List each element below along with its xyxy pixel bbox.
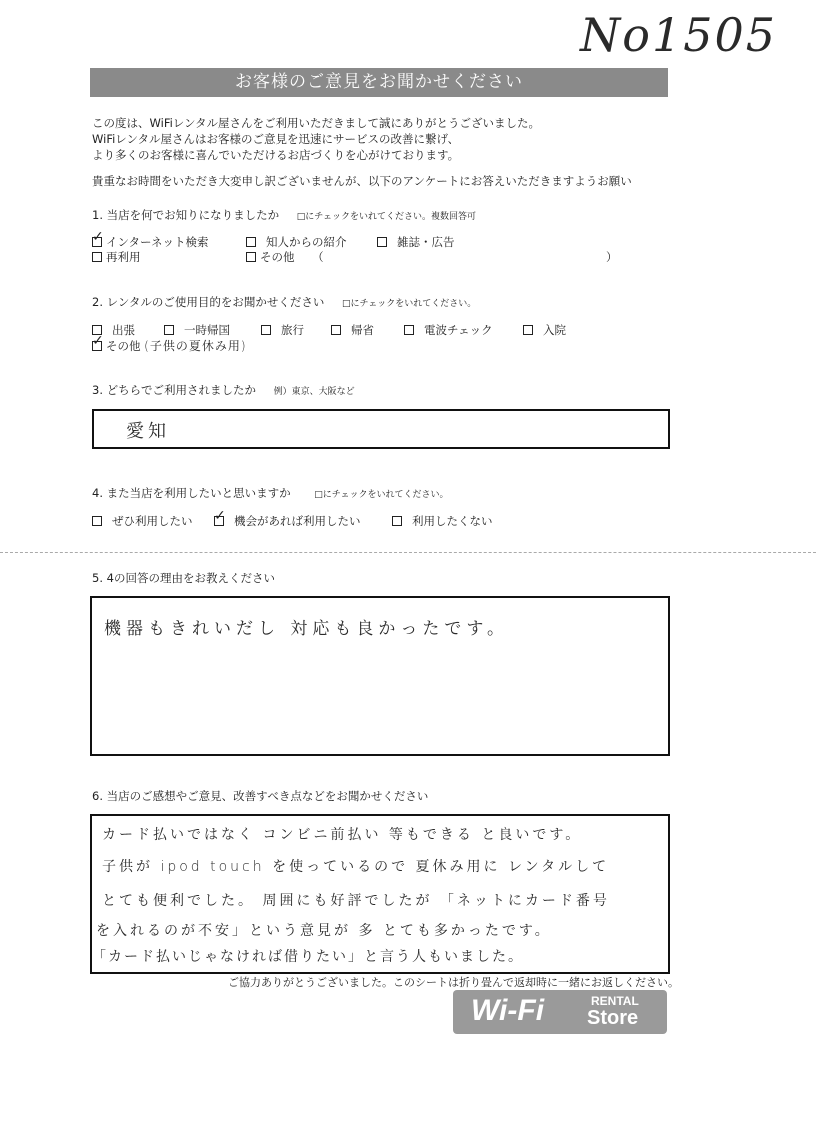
intro-line: 貴重なお時間をいただき大変申し訳ございませんが、以下のアンケートにお答えいただきますようお願い [92, 174, 632, 188]
logo-wifi-text: Wi-Fi [471, 994, 545, 1027]
logo-store-text: Store [587, 1007, 639, 1029]
q6-answer-line: 「カード払いじゃなければ借りたい」と言う人もいました。 [92, 949, 524, 965]
paren-close: ） [606, 250, 618, 264]
q1-option-reuse[interactable]: 再利用 [92, 249, 141, 265]
question-3-label: 3. どちらでご利用されましたか [92, 383, 257, 397]
question-2-label: 2. レンタルのご使用目的をお聞かせください [92, 295, 325, 309]
q2-other-handwritten: (子供の夏休み用) [144, 339, 247, 353]
q2-option-business[interactable]: 出張 [92, 322, 135, 338]
q6-answer-line: カード払いではなく コンビニ前払い 等もできる と良いです。 [102, 827, 583, 843]
checkbox-checked-icon[interactable] [214, 516, 224, 526]
q1-option-internet[interactable]: ✓インターネット検索 [92, 234, 208, 250]
q2-option-hospital[interactable]: 入院 [523, 322, 566, 338]
checkbox-icon[interactable] [523, 325, 533, 335]
question-5: 5. 4の回答の理由をお教えください [92, 571, 275, 585]
paren-open: （ [312, 250, 324, 264]
q6-answer-line: とても便利でした。 周囲にも好評でしたが 「ネットにカード番号 [102, 893, 610, 909]
question-2 [92, 294, 476, 310]
q2-option-other[interactable]: ✓その他 (子供の夏休み用) [92, 337, 247, 354]
checkbox-icon[interactable] [261, 325, 271, 335]
question-1 [92, 207, 476, 223]
question-1-note: □にチェックをいれてください。複数回答可 [296, 212, 477, 222]
survey-title: お客様のご意見をお聞かせください [90, 68, 668, 97]
question-4-label: 4. また当店を利用したいと思いますか [92, 486, 291, 500]
checkbox-checked-icon[interactable] [92, 341, 102, 351]
q6-answer-line: を入れるのが不安」という意見が 多 とても多かったです。 [96, 923, 552, 939]
checkbox-icon[interactable] [92, 252, 102, 262]
logo-rental-text: RENTAL [591, 994, 639, 1008]
checkbox-icon[interactable] [92, 516, 102, 526]
wifi-rental-store-logo [453, 990, 667, 1034]
q2-option-signal-check[interactable]: 電波チェック [404, 322, 493, 338]
q2-option-travel[interactable]: 旅行 [261, 322, 304, 338]
checkbox-icon[interactable] [377, 237, 387, 247]
handwritten-sheet-number: No1505 [580, 8, 778, 62]
intro-line: より多くのお客様に喜んでいただけるお店づくりを心がけております。 [92, 148, 460, 162]
question-4 [92, 485, 449, 501]
q6-answer-box[interactable] [90, 814, 670, 974]
intro-line: この度は、WiFiレンタル屋さんをご利用いただきまして誠にありがとうございました。 [92, 116, 541, 130]
q4-option-no[interactable]: 利用したくない [392, 513, 493, 529]
question-4-note: □にチェックをいれてください。 [314, 490, 449, 500]
q2-option-temporary-return[interactable]: 一時帰国 [164, 322, 230, 338]
question-1-label: 1. 当店を何でお知りになりましたか [92, 208, 280, 222]
q6-answer-line: 子供が ipod touch を使っているので 夏休み用に レンタルして [102, 859, 610, 875]
checkbox-checked-icon[interactable] [92, 237, 102, 247]
q2-option-homecoming[interactable]: 帰省 [331, 322, 374, 338]
q1-option-other[interactable]: その他 （ [246, 249, 324, 265]
q5-answer-handwritten: 機器もきれいだし 対応も良かったです。 [104, 619, 510, 639]
checkbox-icon[interactable] [404, 325, 414, 335]
footer-thanks: ご協力ありがとうございました。このシートは折り畳んで返却時に一緒にお返しください。 [228, 976, 679, 989]
intro-text [92, 115, 632, 189]
q4-option-if-chance[interactable]: ✓ 機会があれば利用したい [214, 513, 361, 529]
checkbox-icon[interactable] [164, 325, 174, 335]
q1-option-magazine[interactable]: 雑誌・広告 [377, 234, 455, 250]
question-6: 6. 当店のご感想やご意見、改善すべき点などをお聞かせください [92, 789, 429, 803]
checkbox-icon[interactable] [246, 237, 256, 247]
q4-option-definitely[interactable]: ぜひ利用したい [92, 513, 193, 529]
question-3 [92, 382, 355, 398]
intro-line: WiFiレンタル屋さんはお客様のご意見を迅速にサービスの改善に繋げ、 [92, 132, 460, 146]
q1-option-referral[interactable]: 知人からの紹介 [246, 234, 347, 250]
fold-divider [0, 552, 816, 553]
question-3-example: 例）東京、大阪など [273, 387, 355, 397]
checkbox-icon[interactable] [331, 325, 341, 335]
q3-answer-handwritten: 愛知 [126, 421, 170, 442]
checkbox-icon[interactable] [392, 516, 402, 526]
q3-answer-box[interactable] [92, 409, 670, 449]
checkbox-icon[interactable] [246, 252, 256, 262]
question-2-note: □にチェックをいれてください。 [342, 299, 477, 309]
q5-answer-box[interactable] [90, 596, 670, 756]
